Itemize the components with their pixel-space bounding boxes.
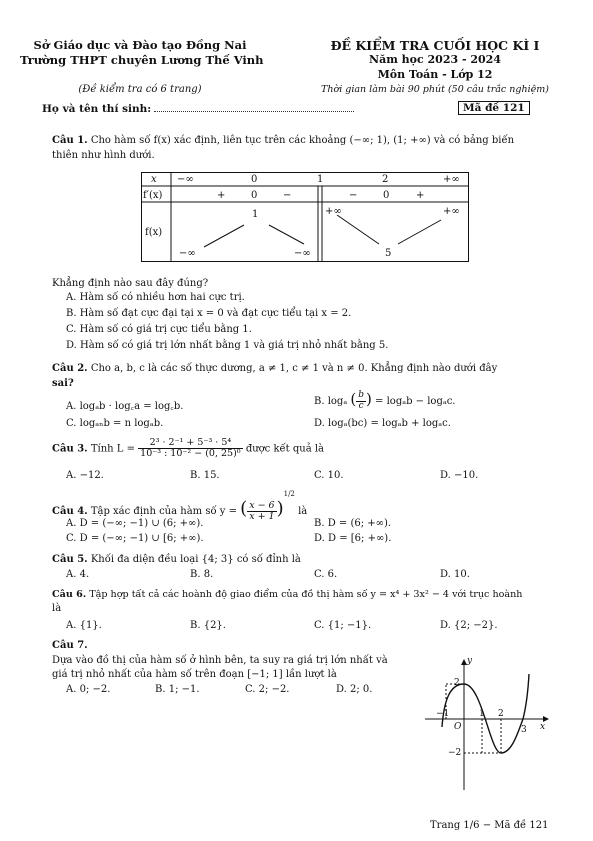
q3-option-a[interactable]: A. −12.: [66, 470, 104, 481]
subject-grade: Môn Toán - Lớp 12: [377, 68, 493, 81]
q5-option-c[interactable]: C. 6.: [314, 569, 338, 580]
q1-text-b: thiên như hình dưới.: [52, 150, 155, 161]
q5-text: Khối đa diện đều loại {4; 3} có số đỉnh là: [90, 554, 301, 565]
q2-stem: [52, 363, 497, 374]
graph-y-label: y: [467, 656, 473, 666]
q6-option-c[interactable]: C. {1; −1}.: [314, 620, 372, 631]
var-sign-2: 0: [251, 190, 258, 201]
var-x-3: 1: [317, 174, 324, 185]
q1-prompt: Khẳng định nào sau đây đúng?: [52, 278, 209, 289]
q7-option-b[interactable]: B. 1; −1.: [155, 684, 200, 695]
q6-option-d[interactable]: D. {2; −2}.: [440, 620, 498, 631]
q2-option-b-den: c: [358, 401, 364, 411]
graph-origin: O: [454, 722, 462, 732]
q4-pre: Tập xác định của hàm số y =: [90, 506, 237, 517]
q3-option-b[interactable]: B. 15.: [190, 470, 220, 481]
var-sign-4: −: [349, 190, 358, 201]
q3-pre: Tính L =: [90, 443, 135, 455]
student-name-label: Họ và tên thí sinh:: [42, 103, 152, 115]
q6-label: Câu 6.: [52, 589, 87, 600]
school-year: Năm học 2023 - 2024: [369, 53, 501, 66]
q7-text-a: Dựa vào đồ thị của hàm số ở hình bên, ta suy ra giá trị lớn nhất và: [52, 655, 388, 666]
var-f-max: 1: [252, 209, 259, 220]
q6-text-b: là: [52, 603, 62, 614]
q5-stem: [52, 554, 301, 565]
q3-post: được kết quả là: [245, 443, 325, 455]
student-name-dots: [154, 111, 354, 112]
var-x-2: 0: [251, 174, 258, 185]
q2-label: Câu 2.: [52, 363, 88, 374]
var-f-min: 5: [385, 248, 392, 259]
function-graph-svg: [420, 652, 555, 797]
q2-option-d[interactable]: D. logₐ(bc) = logₐb + logₐc.: [314, 418, 451, 429]
q1-label: Câu 1.: [52, 135, 88, 146]
header-school: Trường THPT chuyên Lương Thế Vinh: [20, 53, 264, 67]
q7-text-b: giá trị nhỏ nhất của hàm số trên đoạn [−1; 1] lần lượt là: [52, 669, 337, 680]
q5-option-a[interactable]: A. 4.: [66, 569, 90, 580]
q7-label: Câu 7.: [52, 640, 88, 651]
graph-tick-x-neg1: −1: [436, 709, 450, 719]
var-sign-6: +: [416, 190, 425, 201]
exam-duration: Thời gian làm bài 90 phút (50 câu trắc nghiệm): [321, 84, 549, 95]
q2-text-a: Cho a, b, c là các số thực dương, a ≠ 1, c ≠ 1 và n ≠ 0. Khẳng định nào dưới đây: [90, 363, 498, 374]
q1-option-a[interactable]: A. Hàm số có nhiều hơn hai cực trị.: [66, 292, 245, 303]
q3-option-c[interactable]: C. 10.: [314, 470, 344, 481]
var-f-neg-inf-1: −∞: [179, 248, 196, 259]
q4-label: Câu 4.: [52, 506, 88, 517]
var-fp-label: f′(x): [143, 190, 163, 201]
q3-num: 2³ · 2⁻¹ + 5⁻³ · 5⁴: [138, 438, 242, 449]
q4-den: x + 1: [249, 511, 275, 522]
q4-stem: Câu 4. Tập xác định của hàm số y = ( $\frac{x - 6}{x + 1}$ )$^{1/2}$ là: [52, 490, 308, 522]
var-x-4: 2: [382, 174, 389, 185]
graph-tick-x-2: 2: [498, 709, 504, 719]
var-sign-5: 0: [383, 190, 390, 201]
q3-stem: [52, 438, 324, 460]
exam-title: ĐỀ KIỂM TRA CUỐI HỌC KÌ I: [330, 38, 540, 53]
q2-option-a[interactable]: A. logₐb · log꜀a = log꜀b.: [66, 401, 184, 412]
var-x-1: −∞: [177, 174, 194, 185]
q3-option-d[interactable]: D. −10.: [440, 470, 479, 481]
var-f-pos-inf-1: +∞: [325, 206, 342, 217]
q4-option-c[interactable]: C. D = (−∞; −1) ∪ [6; +∞).: [66, 533, 204, 544]
q1-option-b[interactable]: B. Hàm số đạt cực đại tại x = 0 và đạt cực tiểu tại x = 2.: [66, 308, 352, 319]
q2-option-c[interactable]: C. logₐₙb = n logₐb.: [66, 418, 164, 429]
q2-option-b-num: b: [358, 390, 364, 401]
q2-option-b[interactable]: B. logₐ ( $\frac{b}{c}$ ) = logₐb − logₐc.: [314, 390, 456, 411]
student-name-field[interactable]: [42, 103, 354, 115]
function-graph: [420, 652, 555, 797]
graph-tick-y-neg2: −2: [448, 748, 462, 758]
q1-option-c[interactable]: C. Hàm số có giá trị cực tiểu bằng 1.: [66, 324, 252, 335]
variation-table: [141, 172, 469, 262]
q5-option-b[interactable]: B. 8.: [190, 569, 214, 580]
page-footer: Trang 1/6 − Mã đề 121: [430, 820, 549, 831]
q5-label: Câu 5.: [52, 554, 88, 565]
var-sign-3: −: [283, 190, 292, 201]
graph-tick-x-3: 3: [521, 725, 527, 735]
q4-exp: 1/2: [283, 490, 295, 498]
q1-option-d[interactable]: D. Hàm số có giá trị lớn nhất bằng 1 và giá trị nhỏ nhất bằng 5.: [66, 340, 389, 351]
q4-option-b[interactable]: B. D = (6; +∞).: [314, 518, 392, 529]
q3-label: Câu 3.: [52, 443, 88, 455]
q4-num: x − 6: [249, 499, 275, 511]
q3-den: 10⁻³ : 10⁻² − (0, 25)⁰: [140, 448, 241, 460]
header-pages-note: (Đề kiểm tra có 6 trang): [78, 84, 202, 95]
q7-option-a[interactable]: A. 0; −2.: [66, 684, 111, 695]
var-f-neg-inf-2: −∞: [294, 248, 311, 259]
var-x-5: +∞: [443, 174, 460, 185]
q6-text-a: Tập hợp tất cả các hoành độ giao điểm của đồ thị hàm số y = x⁴ + 3x² − 4 với trục hoành: [89, 589, 523, 600]
q4-post: là: [298, 506, 308, 517]
q1-stem: [52, 135, 514, 146]
q4-option-a[interactable]: A. D = (−∞; −1) ∪ (6; +∞).: [66, 518, 204, 529]
exam-code-box: Mã đề 121: [458, 101, 530, 115]
q6-option-b[interactable]: B. {2}.: [190, 620, 226, 631]
q1-text-a: Cho hàm số f(x) xác định, liên tục trên các khoảng (−∞; 1), (1; +∞) và có bảng biến: [90, 135, 515, 146]
var-x-label: x: [151, 174, 157, 185]
header-department: Sở Giáo dục và Đào tạo Đồng Nai: [33, 38, 247, 52]
graph-x-label: x: [540, 722, 546, 732]
q7-option-c[interactable]: C. 2; −2.: [245, 684, 290, 695]
graph-tick-x-1: 1: [479, 709, 485, 719]
q5-option-d[interactable]: D. 10.: [440, 569, 470, 580]
q2-option-b-pre: B. logₐ: [314, 396, 348, 407]
q4-option-d[interactable]: D. D = [6; +∞).: [314, 533, 392, 544]
graph-tick-y-2: 2: [454, 678, 460, 688]
q2-option-b-post: = logₐb − logₐc.: [375, 396, 456, 407]
q6-option-a[interactable]: A. {1}.: [66, 620, 102, 631]
q6-stem: [52, 589, 522, 600]
var-sign-1: +: [217, 190, 226, 201]
q7-option-d[interactable]: D. 2; 0.: [336, 684, 373, 695]
q2-text-b: sai?: [52, 378, 74, 389]
var-f-label: f(x): [145, 227, 163, 238]
var-f-pos-inf-2: +∞: [443, 206, 460, 217]
